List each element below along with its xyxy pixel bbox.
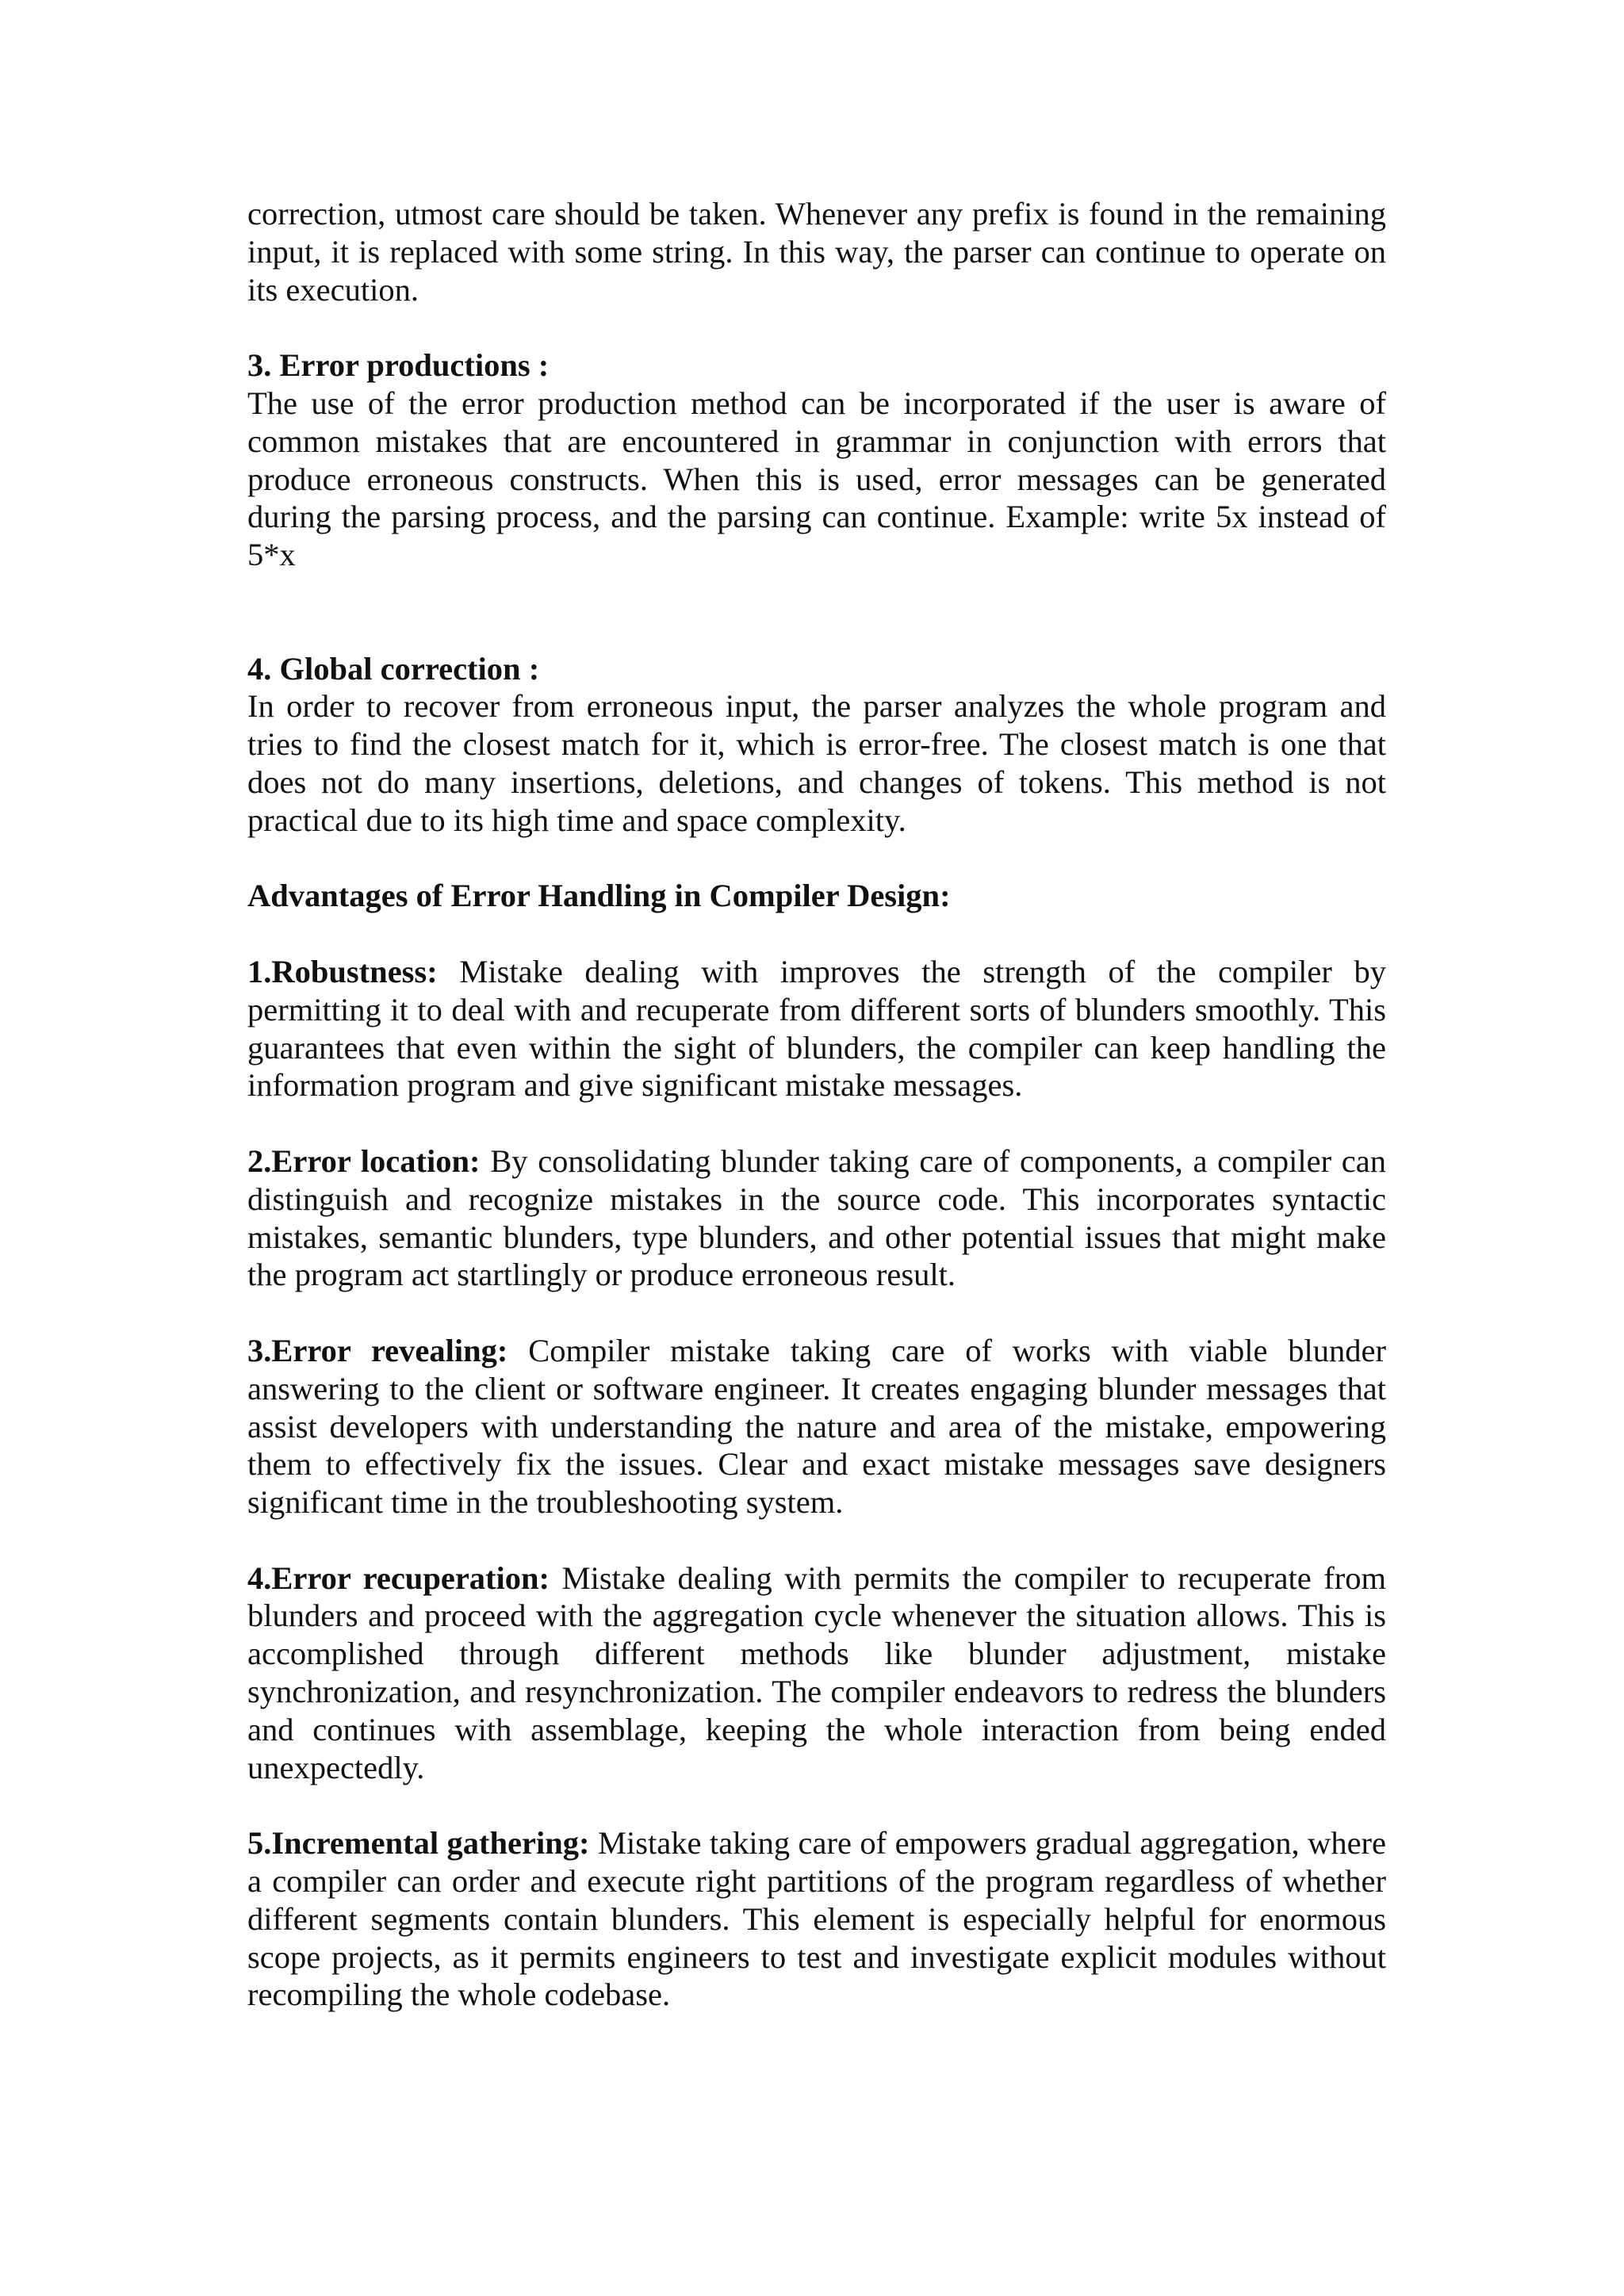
- section-body-error-productions: The use of the error production method can be incorporated if the user is aware of common mistakes that are encountered in grammar in conjunction with errors that produce erroneous constructs. When this is used, error messages can be generated during the parsing process, and the parsing can continue. Example: write 5x instead of 5*x: [247, 385, 1386, 573]
- spacer: [247, 840, 1386, 878]
- advantage-text: Mistake dealing with improves the strength of the compiler by permitting it to deal with and recuperate from different sorts of blunders smoothly. This guarantees that even within the sight of blunders, the compiler can keep handling the information program and give significant mistake messages.: [247, 953, 1387, 1104]
- spacer: [247, 574, 1386, 650]
- section-heading-error-productions: 3. Error productions :: [247, 347, 550, 384]
- spacer: [247, 1294, 1386, 1332]
- spacer: [247, 1786, 1386, 1824]
- advantage-text: Mistake taking care of empowers gradual aggregation, where a compiler can order and execute right partitions of the program regardless of whether different segments contain blunders. This element is especially helpful for enormous scope projects, as it permits engineers to test and investigate explicit modules without recompiling the whole codebase.: [247, 1825, 1387, 2013]
- spacer: [247, 1104, 1386, 1142]
- intro-paragraph: correction, utmost care should be taken. Whenever any prefix is found in the remaining input, it is replaced with some string. In this way, the parser can continue to operate on its execution.: [247, 196, 1386, 308]
- advantage-item-incremental-gathering: [247, 1824, 1386, 2014]
- advantage-item-error-recuperation: [247, 1559, 1386, 1787]
- advantage-term: 3.Error revealing:: [247, 1332, 508, 1368]
- spacer: [247, 308, 1386, 346]
- advantage-item-error-revealing: [247, 1332, 1386, 1521]
- advantage-text: Compiler mistake taking care of works with viable blunder answering to the client or software engineer. It creates engaging blunder messages that assist developers with understanding the nature and area of the mistake, empowering them to effectively fix the issues. Clear and exact mistake messages save designers significant time in the troubleshooting system.: [247, 1332, 1386, 1521]
- advantage-term: 5.Incremental gathering:: [247, 1825, 590, 1862]
- advantage-item-error-location: [247, 1142, 1386, 1294]
- document-page: [247, 195, 1386, 2014]
- advantage-term: 4.Error recuperation:: [247, 1559, 550, 1596]
- advantage-text: Mistake dealing with permits the compiler to recuperate from blunders and proceed with the aggregation cycle whenever the situation allows. This is accomplished through different methods like blunder adjustment, mistake synchronization, and resynchronization. The compiler endeavors to redress the blunders and continues with assemblage, keeping the whole interaction from being ended unexpectedly.: [247, 1559, 1386, 1785]
- advantage-term: 2.Error location:: [247, 1142, 481, 1179]
- section-body-global-correction: In order to recover from erroneous input, the parser analyzes the whole program and tries to find the closest match for it, which is error-free. The closest match is one that does not do many insertions, deletions, and changes of tokens. This method is not practical due to its high time and space complexity.: [247, 688, 1386, 838]
- spacer: [247, 1521, 1386, 1559]
- advantage-text: By consolidating blunder taking care of components, a compiler can distinguish and recognize mistakes in the source code. This incorporates syntactic mistakes, semantic blunders, type blunders, and other potential issues that might make the program act startlingly or produce erroneous result.: [247, 1142, 1387, 1293]
- spacer: [247, 915, 1386, 953]
- advantages-heading: Advantages of Error Handling in Compiler Design:: [247, 878, 951, 914]
- section-heading-global-correction: 4. Global correction :: [247, 650, 540, 687]
- advantage-term: 1.Robustness:: [247, 953, 438, 989]
- advantage-item-robustness: [247, 953, 1386, 1104]
